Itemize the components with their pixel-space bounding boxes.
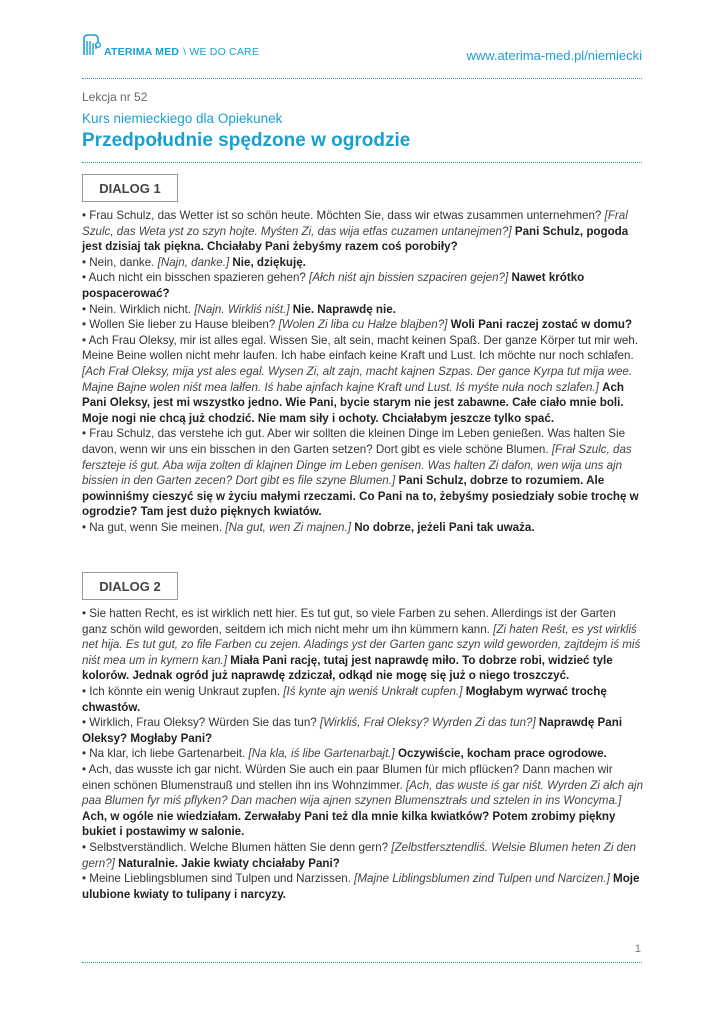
dialog-line: • Frau Schulz, das verstehe ich gut. Aber wir sollten die kleinen Dinge im Leben genießen. Was halten Sie davon, wenn wir uns ein bisschen in den Garten setzen? Dort gibt es viele schöne Blumen. [Frał Szulc, das ferszteje iś gut. Aba wija zolten di klajnen Dinge im Leben genisen. Was halten Zi dafon, wen wija uns ajn bissien in den Garten zecen? Dort gibt es file szyne Blumen.] Pani Schulz, dobrze to rozumiem. Ale powinniśmy cieszyć się w życiu małymi rzeczami. Co Pani na to, żebyśmy posiedziały sobie trochę w ogrodzie? Tam jest dużo pięknych kwiatów. (82, 427, 639, 519)
dialog-line: • Na gut, wenn Sie meinen. [Na gut, wen Zi majnen.] No dobrze, jeżeli Pani tak uważa. (82, 520, 535, 534)
dialog-1-text (82, 208, 644, 535)
course-name: Kurs niemieckiego dla Opiekunek (82, 111, 283, 126)
page-title: Przedpołudnie spędzone w ogrodzie (82, 130, 411, 151)
lesson-number: Lekcja nr 52 (82, 90, 148, 104)
dialog-line: • Selbstverständlich. Welche Blumen hätten Sie denn gern? [Zelbstfersztendliś. Welsie Blumen heten Zi den gern?] Naturalnie. Jakie kwiaty chciałaby Pani? (82, 840, 637, 870)
dialog-line: • Auch nicht ein bisschen spazieren gehen? [Ałch niśt ajn bissien szpaciren gejen?] Nawet krótko pospacerować? (82, 271, 585, 300)
dialog-line: • Frau Schulz, das Wetter ist so schön heute. Möchten Sie, dass wir etwas zusammen unternehmen? [Fral Szulc, das Weta yst zo szyn hojte. Myśten Zi, das wija etfas cuzamen untanejmen?] Pani Schulz, pogoda jest dzisiaj tak piękna. Chciałaby Pani żebyśmy razem coś porobiły? (82, 209, 629, 254)
dialog-line: • Ach Frau Oleksy, mir ist alles egal. Wissen Sie, alt sein, macht keinen Spaß. Der ganze Körper tut mir weh. Meine Beine wollen nicht mehr laufen. Ich habe einfach keine Kraft und Lust. Ich möchte nur noch schlafen. [Ach Frał Oleksy, mija yst ales egal. Wysen Zi, alt zajn, macht kajnen Szpas. Der gance Kyrpa tut mija wee. Majne Bajne wolen niśt mea lałfen. Iś habe ajnfach kajne Kraft und Lust. Iś myśte nuła noch szlafen.] Ach Pani Oleksy, jest mi wszystko jedno. Wie Pani, bycie starym nie jest zabawne. Całe ciało mnie boli. Moje nogi nie chcą już chodzić. Nie mam siły i ochoty. Chciałabym jeszcze tylko spać. (82, 333, 639, 425)
logo-text: ATERIMA MED (104, 46, 180, 58)
dialog-2-text (82, 606, 644, 902)
dialog-line: • Ach, das wusste ich gar nicht. Würden Sie auch ein paar Blumen für mich pflücken? Dann machen wir einen schönen Blumenstrauß und stellen ihn ins Wohnzimmer. [Ach, das wuste iś gar niśt. Wyrden Zi ałch ajn paa Blumen fyr miś pflyken? Dan machen wija ajnen szynen Blumensztrałs und sztelen in ins Woncyma.] Ach, w ogóle nie wiedziałam. Zerwałaby Pani też dla mnie kilka kwiatków? Potem zrobimy piękny bukiet i postawimy w salonie. (82, 762, 644, 839)
logo-tagline: \ WE DO CARE (183, 46, 260, 58)
brand-logo[interactable] (82, 32, 259, 58)
dialog-line: • Sie hatten Recht, es ist wirklich nett hier. Es tut gut, so viele Farben zu sehen. Allerdings ist der Garten ganz schön wild geworden, seitdem ich mich nicht mehr um ihn kümmern kann. [Zi haten Reśt, es yst wirkliś net hija. Es tut gut, zo file Farben cu zejen. Aladings yst der Garten ganc szyn wild geworden, zajtdejm iś miś niśt mea um in kymern kan.] Miała Pani rację, tutaj jest naprawdę miło. To dobrze robi, widzieć tyle kolorów. Jednak ogród już naprawdę zdziczał, odkąd nie mogę się już o niego troszczyć. (82, 607, 641, 683)
footer-divider (82, 962, 642, 963)
dialog-line: • Nein. Wirklich nicht. [Najn. Wirkliś niśt.] Nie. Naprawdę nie. (82, 302, 396, 316)
header-divider (82, 78, 642, 79)
dialog-1-heading: DIALOG 1 (82, 174, 178, 202)
dialog-line: • Wirklich, Frau Oleksy? Würden Sie das tun? [Wirkliś, Frał Oleksy? Wyrden Zi das tun?] Naprawdę Pani Oleksy? Mogłaby Pani? (82, 716, 623, 745)
dialog-line: • Nein, danke. [Najn, danke.] Nie, dziękuję. (82, 255, 306, 269)
title-divider (82, 162, 642, 163)
dialog-2-heading: DIALOG 2 (82, 572, 178, 600)
page-header (82, 30, 642, 74)
dialog-line: • Na klar, ich liebe Gartenarbeit. [Na kla, iś libe Gartenarbajt.] Oczywiście, kocham prace ogrodowe. (82, 747, 607, 761)
site-url-link[interactable]: www.aterima-med.pl/niemiecki (466, 48, 642, 63)
page-number: 1 (634, 943, 641, 955)
dialog-line: • Wollen Sie lieber zu Hause bleiben? [Wolen Zi liba cu Hałze blajben?] Woli Pani raczej zostać w domu? (82, 318, 633, 332)
dialog-line: • Meine Lieblingsblumen sind Tulpen und Narzissen. [Majne Liblingsblumen zind Tulpen und Narcizen.] Moje ulubione kwiaty to tulipany i narcyzy. (82, 872, 640, 901)
dialog-line: • Ich könnte ein wenig Unkraut zupfen. [Iś kynte ajn weniś Unkrałt cupfen.] Mogłabym wyrwać trochę chwastów. (82, 684, 607, 714)
logo-icon (82, 33, 102, 57)
